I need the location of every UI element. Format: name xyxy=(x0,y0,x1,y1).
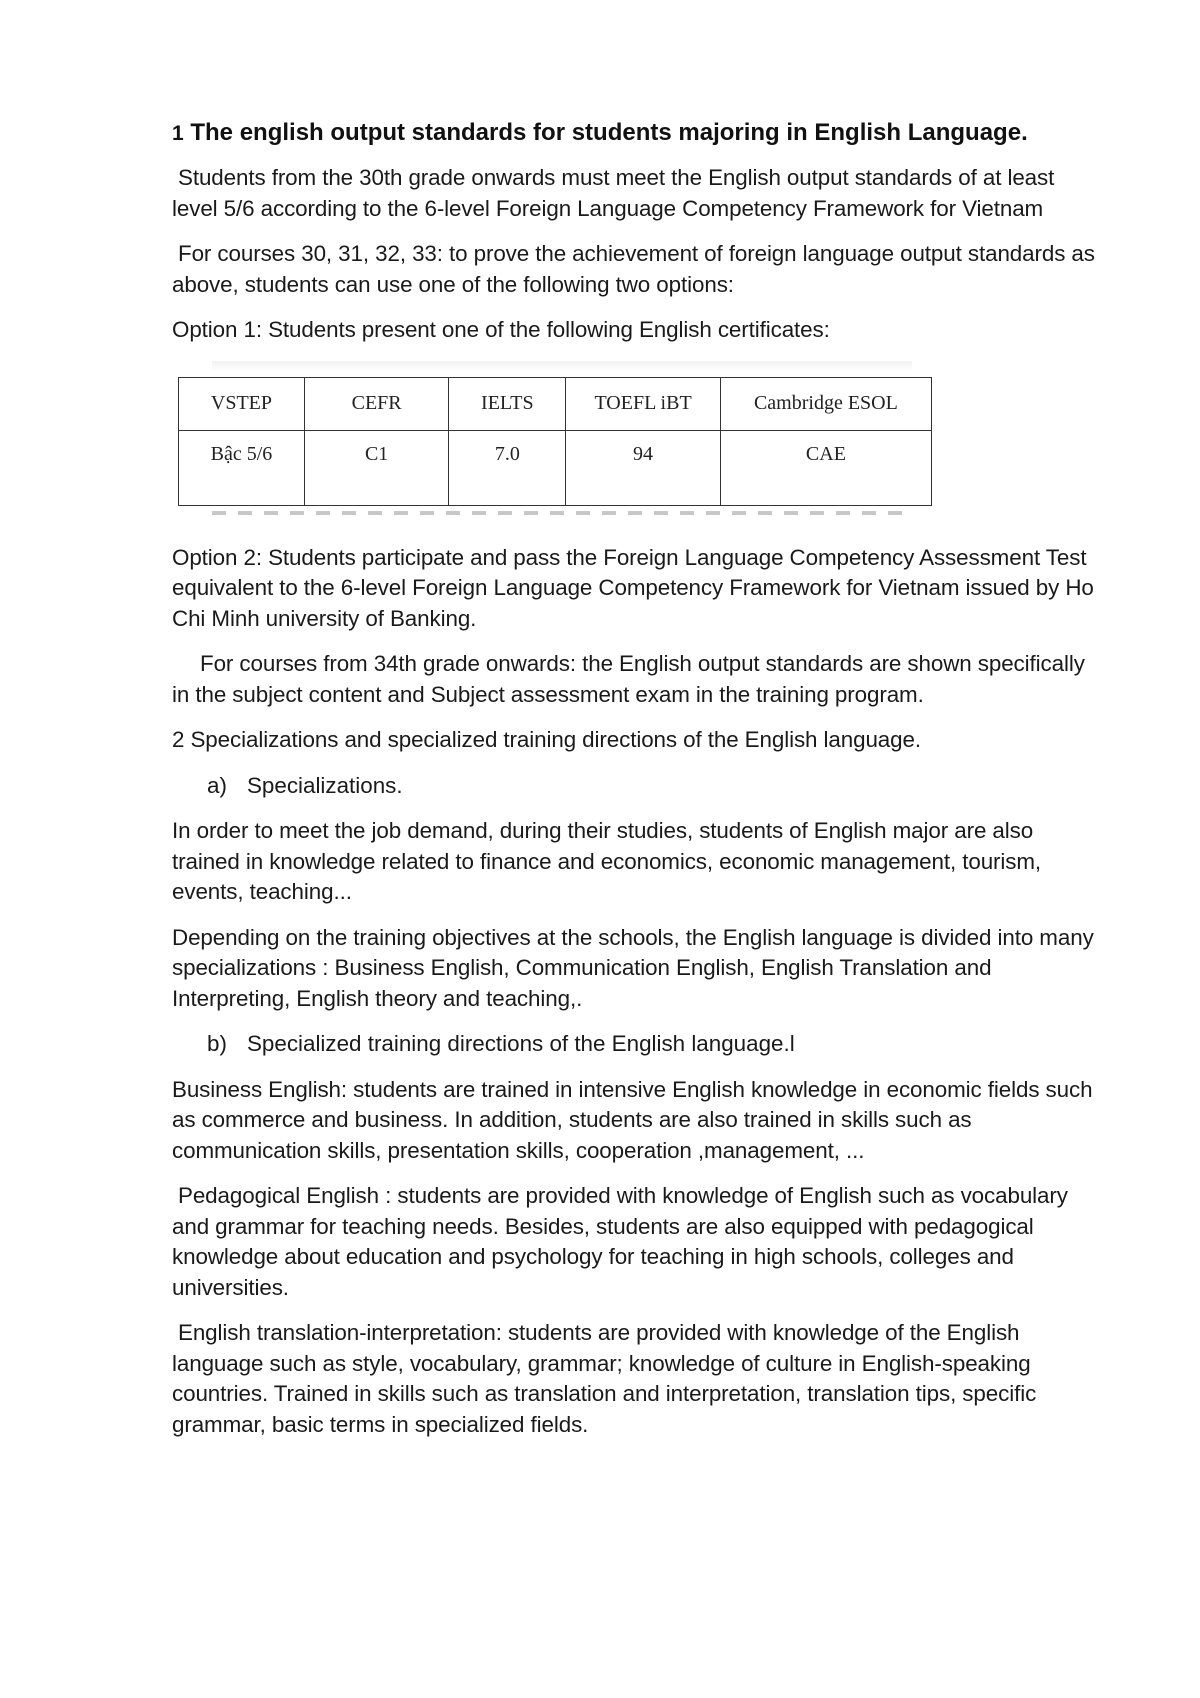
cropped-text-remnant xyxy=(212,511,912,515)
list-marker: a) xyxy=(207,772,227,798)
list-item-b xyxy=(172,1029,1104,1060)
paragraph-job-demand: In order to meet the job demand, during their studies, students of English major are also trained in knowledge related to finance and economics, economic management, tourism, events, teaching... xyxy=(172,818,1042,904)
table-cell: C1 xyxy=(304,430,448,505)
table-cell: Bậc 5/6 xyxy=(179,430,305,505)
paragraph-option-2: Option 2: Students participate and pass the Foreign Language Competency Assessment Test equivalent to the 6-level Foreign Language Competency Framework for Vietnam issued by Ho Chi Minh university of Banking. xyxy=(172,544,1094,631)
paragraph-courses-34: For courses from 34th grade onwards: the English output standards are shown specifically in the subject content and Subject assessment exam in the training program. xyxy=(172,651,1085,707)
paragraph-option-1: Option 1: Students present one of the following English certificates: xyxy=(172,317,830,342)
table-header-cell: Cambridge ESOL xyxy=(720,377,931,430)
list-marker: b) xyxy=(207,1031,227,1056)
paragraph-business-english: Business English: students are trained in intensive English knowledge in economic fields such as commerce and business. In addition, students are also trained in skills such as communication skills, presentation skills, cooperation ,management, ... xyxy=(172,1076,1093,1163)
section-heading-1 xyxy=(172,116,1104,151)
list-item-a xyxy=(172,771,1104,802)
table-row xyxy=(179,430,932,505)
table-header-row xyxy=(179,377,932,430)
document-page xyxy=(172,116,1104,1455)
list-item-text: Specialized training directions of the English language.l xyxy=(247,1031,795,1056)
table-header-cell: IELTS xyxy=(449,377,566,430)
table-header-cell: VSTEP xyxy=(179,377,305,430)
paragraph-courses-30-33: For courses 30, 31, 32, 33: to prove the achievement of foreign language output standards as above, students can use one of the following two options: xyxy=(172,241,1095,297)
table-header-cell: CEFR xyxy=(304,377,448,430)
certificates-table-image xyxy=(172,361,932,521)
paragraph-output-standard: Students from the 30th grade onwards must meet the English output standards of at least level 5/6 according to the 6-level Foreign Language Competency Framework for Vietnam xyxy=(172,165,1055,221)
table-cell: CAE xyxy=(720,430,931,505)
paragraph-translation-interpretation: English translation-interpretation: students are provided with knowledge of the English language such as style, vocabulary, grammar; knowledge of culture in English-speaking countries. Trained in skills such as translation and interpretation, translation tips, specific grammar, basic terms in specialized fields. xyxy=(172,1320,1037,1437)
heading-number: 1 xyxy=(172,122,184,145)
list-item-text: Specializations. xyxy=(247,772,403,798)
heading-title: The english output standards for students majoring in English Language. xyxy=(190,119,1028,146)
section-heading-2: 2 Specializations and specialized training directions of the English language. xyxy=(172,727,921,752)
paragraph-specializations: Depending on the training objectives at the schools, the English language is divided into many specializations : Business English, Communication English, English Translation and Interpreting, English theory and teaching,. xyxy=(172,924,1094,1011)
paragraph-pedagogical-english: Pedagogical English : students are provided with knowledge of English such as vocabulary and grammar for teaching needs. Besides, students are also equipped with pedagogical knowledge about education and psychology for teaching in high schools, colleges and universities. xyxy=(172,1183,1068,1300)
certificates-table xyxy=(178,377,932,506)
table-header-cell: TOEFL iBT xyxy=(566,377,721,430)
table-cell: 94 xyxy=(566,430,721,505)
table-cell: 7.0 xyxy=(449,430,566,505)
